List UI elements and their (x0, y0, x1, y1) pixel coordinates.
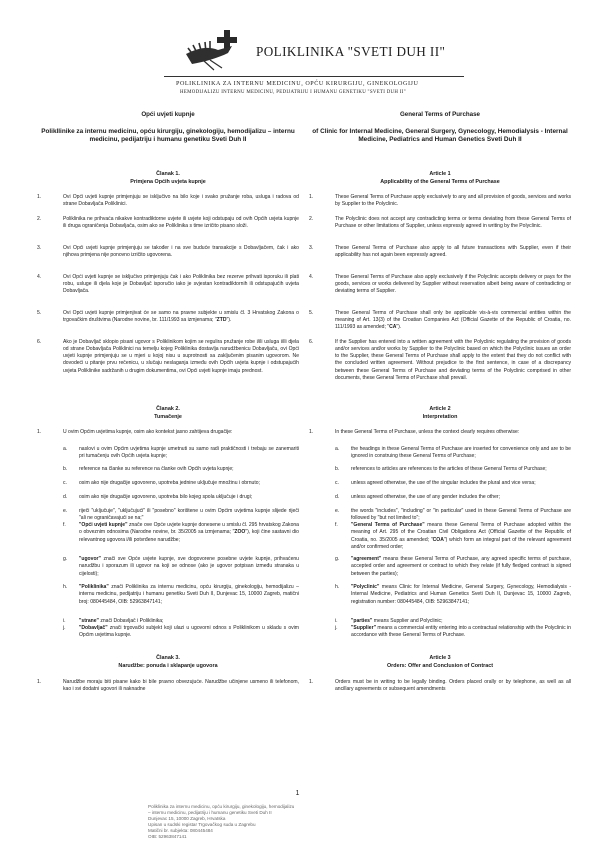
article-title: Orders: Offer and Conclusion of Contract (386, 662, 494, 669)
list-item: j. "Dobavljač" znači trgovački subjekt koji ulazi u ugovorni odnos s Poliklinikom u skladu s ovim Općim uvjetima kupnje. (63, 625, 299, 639)
list-item: e. riječi "uključuje", "uključujući" ili "posebno" korištene u ovim Općim uvjetima kupnje slijede riječi "ali ne ograničavajući se na;" (63, 508, 299, 522)
article-title: Applicability of the General Terms of Purchase (380, 178, 500, 185)
clause: 1. In these General Terms of Purchase, unless the context clearly requires otherwise: (309, 429, 520, 436)
clause: 6. Ako je Dobavljač sklopio pisani ugovor s Poliklinikom kojim se regulira pružanje robe i/ili usluga i/ili djela od strane Dobavljača Poliklinici na temelju kojeg Poliklinika dostavlja narudžbenicu Dobavljaču, ovi Opći uvjeti kupnje primjenjuju se u mjeri u kojoj nisu u suprotnosti sa zaključenim pisanim ugovorom. Ne dovodeći u pitanje prvu rečenicu, u slučaju neslaganja između ovih Općih uvjeta kupnje i odstupajućih uvjeta Poliklinike sadržanih u drugim dokumentima, ovi Opći uvjeti kupnje imaju prednost. (37, 339, 299, 374)
clause: 5. These General Terms of Purchase shall only be applicable vis-à-vis commercial entities within the meaning of Art. 13(3) of the Croatian Companies Act (Official Gazette of the Republic of Croatia, no. 111/1993 as amended; "CA"). (309, 310, 571, 331)
list-item: f. "Opći uvjeti kupnje" znače ove Opće uvjete kupnje donesene u smislu čl. 295 hrvatskog Zakona o obveznim odnosima (Narodne novine, br. 35/2005 sa izmjenama; "ZOO"), koji čine sastavni dio relevantnog ugovora i/ili potvrđene narudžbe; (63, 522, 299, 543)
definition-list (63, 446, 299, 642)
doc-title: General Terms of Purchase (399, 111, 480, 118)
list-item: a. the headings in these General Terms of Purchase are inserted for convenience only and are to be ignored in construing these General Terms of Purchase; (335, 446, 571, 460)
clause: 1. Narudžbe moraju biti pisane kako bi bile pravno obvezujuće. Narudžbe učinjene usmeno ili telefonom, kao i svi dodatni ugovori ili naknadne (37, 678, 299, 692)
list-item: b. reference na članke su reference na članke ovih Općih uvjeta kupnje; (63, 466, 234, 473)
doc-title: Opći uvjeti kupnje (141, 111, 195, 118)
list-item: i. "strane" znači Dobavljač i Poliklinika; (63, 618, 164, 625)
footer-line: Matični br. subjekta: 080445484 (148, 828, 213, 834)
brand-subtitle-line1: POLIKLINIKA ZA INTERNU MEDICINU, OPĆU KIRURGIJU, GINEKOLOGIJU (176, 81, 419, 87)
list-item: d. unless agreed otherwise, the use of any gender includes the other; (335, 494, 500, 501)
clause: 2. Poliklinika ne prihvaća nikakve kontradiktorne uvjete ili uvjete koji odstupaju od ovih Općih uvjeta kupnje ili druga ograničenja Dobavljača, osim ako se Poliklinika s time izričito pisano složi. (37, 216, 299, 230)
list-item: g. "agreement" means these General Terms of Purchase, any agreed specific terms of purchase, accepted order and agreement or contract to which they relate (if fully fledged contract is signed between the parties); (335, 556, 571, 577)
letterhead (140, 20, 470, 106)
list-item: c. osim ako nije drugačije ugovoreno, upotreba jednine uključuje množinu i obrnuto; (63, 480, 260, 487)
clause: 5. Ovi Opći uvjeti kupnje primjenjivat će se samo na pravne subjekte u smislu čl. 3 Hrvatskog Zakona o trgovačkim društvima (Narodne novine, br. 111/1993 sa izmjenama; "ZTD"). (37, 310, 299, 324)
list-item: j. "Supplier" means a commercial entity entering into a contractual relationship with the Polyclinic in accordance with these General Terms of Purchase. (335, 625, 571, 639)
list-item: f. "General Terms of Purchase" means these General Terms of Purchase adopted within the meaning of Art. 295 of the Croatian Civil Obligations Act (Official Gazette of the Republic of Croatia, no. 35/2005 as amended; "COA") which form an integral part of the relevant agreement and/or confirmed order; (335, 522, 571, 550)
article-number: Article 1 (429, 171, 451, 177)
brand-name: POLIKLINIKA "SVETI DUH II" (256, 44, 446, 59)
header-divider (164, 76, 464, 77)
article-title: Primjena Općih uvjeta kupnje (130, 178, 206, 185)
clause: 1. U ovim Općim uvjetima kupnje, osim ako kontekst jasno zahtijeva drugačije: (37, 429, 233, 436)
doc-subtitle: of Clinic for Internal Medicine, General Surgery, Gynecology, Hemodialysis - Internal Medicine, Pediatrics and Human Genetics Sveti Duh II (312, 128, 568, 144)
footer (148, 804, 294, 841)
footer-line: OIB: 52963847141 (148, 834, 187, 840)
page-number: 1 (295, 790, 300, 797)
footer-line: Upisan u sudski registar Trgovačkog suda u Zagrebu (148, 822, 256, 828)
list-item: d. osim ako nije drugačije ugovoreno, upotreba bilo kojeg spola uključuje i drugi; (63, 494, 253, 501)
clause: 1. Orders must be in writing to be legally binding. Orders placed orally or by telephone, as well as all ancillary agreements or subsequent amendments (309, 678, 571, 692)
definition-list (335, 446, 571, 642)
english-column (309, 111, 571, 696)
list-item: c. unless agreed otherwise, the use of the singular includes the plural and vice versa; (335, 480, 536, 487)
footer-line: Poliklinika za internu medicinu, opću kirurgiju, ginekologiju, hemodijalizu (148, 804, 295, 809)
article-number: Article 3 (429, 655, 451, 662)
list-item: a. naslovi u ovim Općim uvjetima kupnje umetnuti su samo radi praktičnosti i trebaju se zanemariti pri tumačenju ovih Općih uvjeta kupnje; (63, 446, 299, 460)
footer-line: – internu medicinu, pedijatriju i humanu genetiku Sveti Duh II (148, 810, 272, 816)
footer-line: Dunjevac 15, 10000 Zagreb, Hrvatska (148, 816, 226, 822)
clause: 6. If the Supplier has entered into a written agreement with the Polyclinic regulating the provision of goods and/or services and/or works by Supplier to the Polyclinic based on which the Polyclinic issues an order to the Supplier, these General Terms of Purchase shall apply to the extent that they do not conflict with the concluded written agreement. Without prejudice to the first sentence, in case of a discrepancy between these General Terms of Purchase and deviating terms of the Polyclinic comprised in other documents, these General Terms of Purchase shall prevail. (309, 339, 571, 381)
clause: 2. The Polyclinic does not accept any contradicting terms or terms deviating from these General Terms of Purchase or other limitations of Supplier, unless expressly agreed in writing by the Polyclinic. (309, 216, 571, 230)
clause: 1. These General Terms of Purchase apply exclusively to any and all provision of goods, services and works by Supplier to the Polyclinic. (309, 194, 571, 208)
clause: 3. These General Terms of Purchase also apply to all future transactions with Supplier, even if their applicability has not again been expressly agreed. (309, 245, 571, 259)
list-item: h. "Polyclinic" means Clinic for Internal Medicine, General Surgery, Gynecology, Hemodialysis - Internal Medicine, Pediatrics and Human Genetics Sveti Duh II, Dunjevac 15, 10000 Zagreb, registration number: 080445484, OIB: 52963847141; (335, 584, 571, 605)
list-item: e. the words "includes", "including" or "in particular" used in these General Terms of Purchase are followed by "but not limited to"; (335, 508, 571, 522)
croatian-column (37, 111, 299, 696)
article-number: Članak 3. (156, 655, 180, 662)
brand-subtitle-line2: HEMODIJALIZU INTERNU MEDICINU, PEDIJATRIJU I HUMANU GENETIKU "SVETI DUH II" (180, 90, 406, 95)
article-title: Tumačenje (154, 413, 182, 420)
article-number: Članak 2. (156, 406, 180, 413)
list-item: h. "Poliklinika" znači Poliklinika za internu medicinu, opću kirurgiju, ginekologiju, hemodijalizu – internu medicinu, pedijatriju i humanu genetiku Sveti Duh II, Dunjevac 15, 10000 Zagreb, matični broj: 080445484, OIB: 52963847141; (63, 584, 299, 605)
clause: 4. Ovi Opći uvjeti kupnje se isključivo primjenjuju čak i ako Poliklinika bez rezerve prihvati isporuku ili plati robu, usluge ili djela koje je Dobavljač isporučio iako je svjestan kontradiktornih ili odstupajućih uvjeta Dobavljača. (37, 274, 299, 295)
dove-cross-logo-icon (184, 28, 250, 72)
article-number: Article 2 (429, 406, 451, 413)
clause: 4. These General Terms of Purchase also apply exclusively if the Polyclinic accepts delivery or pays for the goods, services or works delivered by Supplier without reservation albeit being aware of contradicting or deviating terms of Supplier. (309, 274, 571, 295)
list-item: g. "ugovor" znači sve Opće uvjete kupnje, sve dogovorene posebne uvjete kupnje, prihvaćenu narudžbu i sporazum ili ugovor na koji se odnose (ako je ugovor potpisan između stranaka u cijelosti); (63, 556, 299, 577)
clause: 1. Ovi Opći uvjeti kupnje primjenjuju se isključivo na bilo koje i svako pružanje roba, usluga i radova od strane Dobavljača Poliklinici. (37, 194, 299, 208)
list-item: i. "parties" means Supplier and Polyclinic; (335, 618, 443, 625)
clause: 3. Ovi Opći uvjeti kupnje primjenjuju se također i na sve buduće transakcije s Dobavljačem, čak i ako njihova primjena nije ponovno izričito ugovorena. (37, 245, 299, 259)
article-number: Članak 1. (156, 171, 180, 177)
article-title: Interpretation (422, 413, 458, 420)
list-item: b. references to articles are references to the articles of these General Terms of Purchase; (335, 466, 547, 473)
article-title: Narudžbe: ponuda i sklapanje ugovora (118, 662, 218, 669)
doc-subtitle: Polikllinike za internu medicinu, opću kirurgiju, ginekologiju, hemodijalizu – internu medicinu, pedijatriju i humanu genetiku Sveti Duh II (41, 128, 295, 144)
